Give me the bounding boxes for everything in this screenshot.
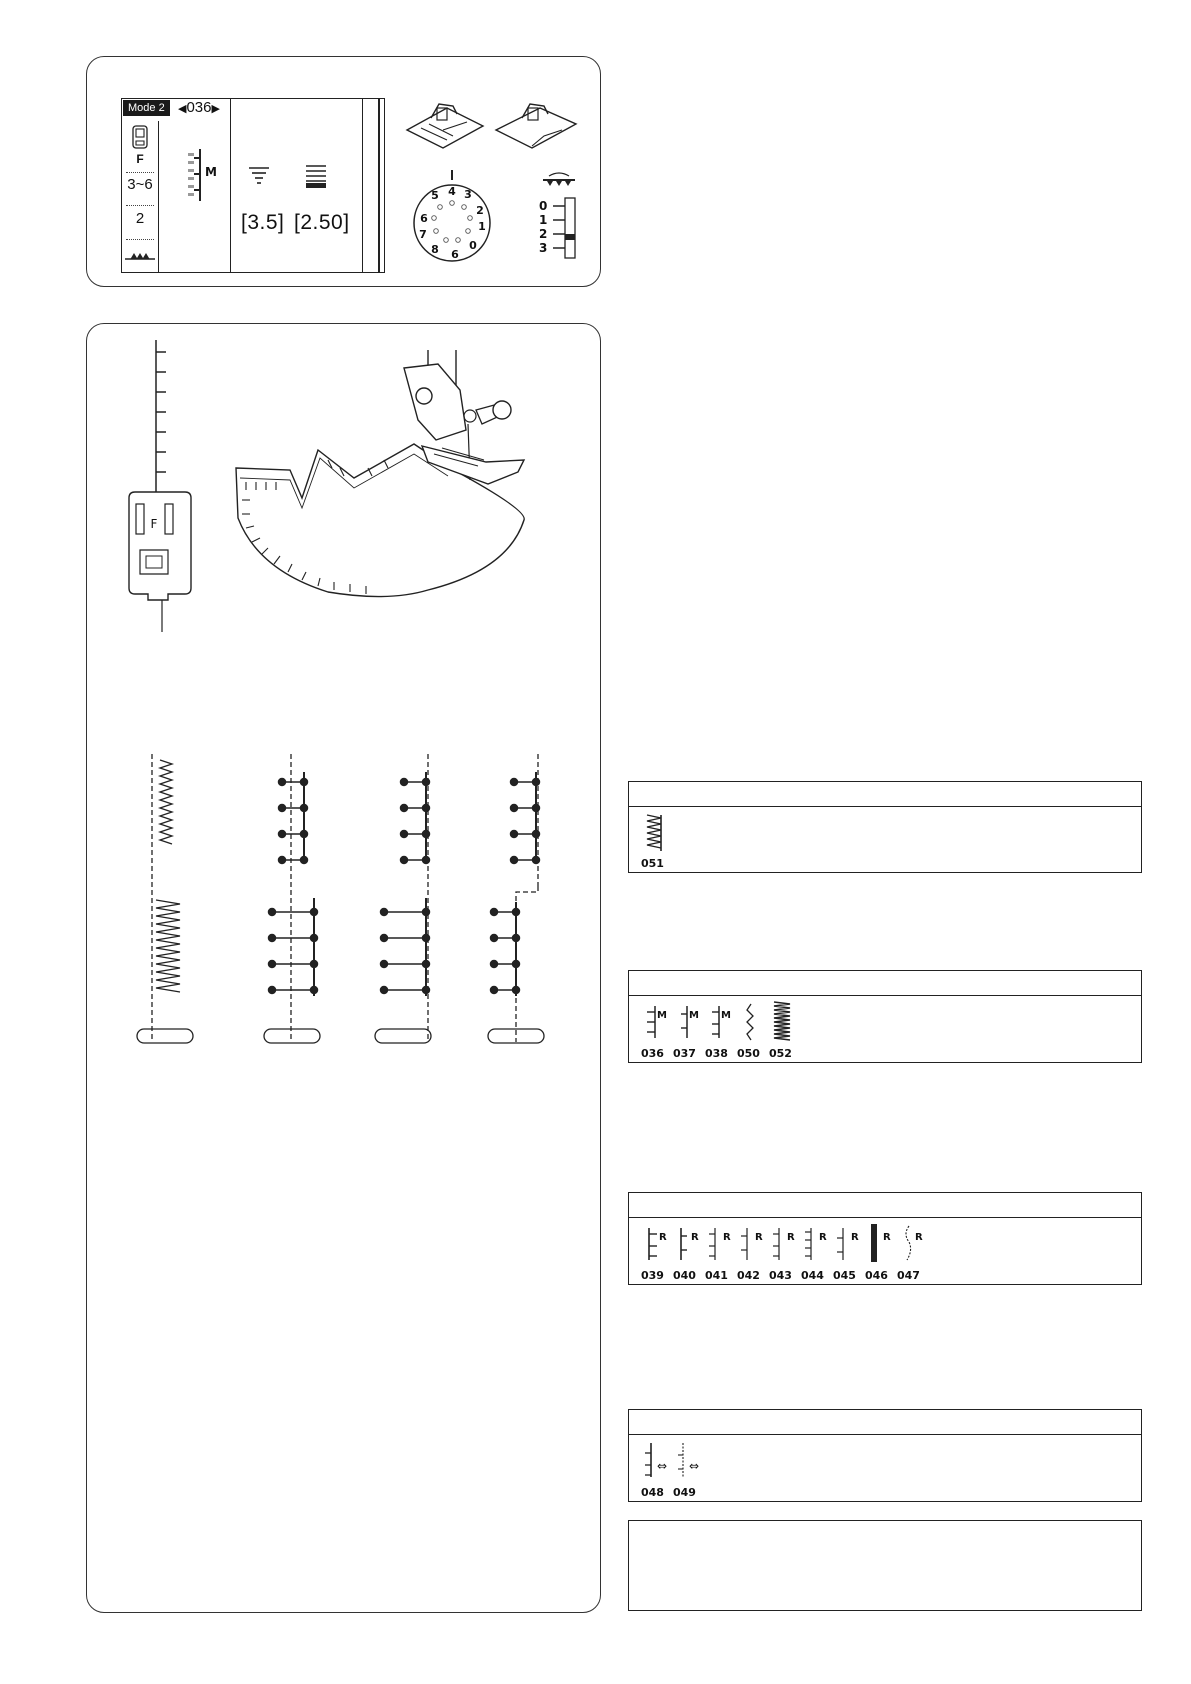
zigzag-diagram	[137, 754, 193, 1043]
blanket-stitch-m-icon	[645, 1002, 669, 1042]
lcd-stitch-letter: M	[205, 165, 217, 179]
stitch-number: 048	[641, 1486, 664, 1499]
blanket-stitch-r-icon	[835, 1224, 855, 1264]
tension-dial-icon	[410, 168, 494, 264]
blanket-diagram-2	[375, 754, 431, 1043]
note-box	[628, 1520, 1142, 1611]
lcd-tension-range: 3~6	[127, 176, 153, 193]
blanket-stitch-r-icon	[739, 1224, 759, 1264]
stitch-number: 040	[673, 1269, 696, 1282]
stitch-table-4: ⇔ ⇔ 048 049	[628, 1409, 1142, 1502]
svg-text:4: 4	[448, 185, 456, 198]
stitch-number: 045	[833, 1269, 856, 1282]
lcd-pattern-number: ◀036▶	[178, 99, 220, 116]
lcd-left-column	[122, 121, 159, 272]
satin-bar-r-icon	[867, 1222, 887, 1264]
svg-text:6: 6	[420, 212, 428, 225]
stitch-number: 044	[801, 1269, 824, 1282]
svg-text:8: 8	[431, 243, 439, 256]
blanket-diagram-3	[488, 754, 544, 1043]
blanket-stitch-r-icon	[771, 1224, 791, 1264]
svg-text:0: 0	[539, 199, 548, 213]
blanket-stitch-r-icon	[803, 1224, 823, 1264]
stitch-number: 046	[865, 1269, 888, 1282]
stitch-number: 036	[641, 1047, 664, 1060]
pressure-scale-icon	[535, 168, 581, 264]
stitch-table-1	[628, 781, 1142, 873]
stitch-width-icon	[248, 165, 270, 187]
blanket-stitch-r-icon	[707, 1224, 727, 1264]
svg-text:6: 6	[451, 248, 459, 261]
stitch-number: 039	[641, 1269, 664, 1282]
blanket-diagram-1	[264, 754, 320, 1043]
feed-dog-icon	[124, 250, 156, 262]
svg-text:7: 7	[419, 228, 427, 241]
stitch-length-icon	[305, 163, 327, 189]
stitch-table-2: M M M 036 037 038 050 052	[628, 970, 1142, 1063]
svg-text:F: F	[150, 517, 158, 531]
stitch-table-3: R R R R R R R R R 039 040 041 042 043 044 045 046 047	[628, 1192, 1142, 1285]
blanket-stitch-m-icon	[709, 1002, 733, 1042]
stitch-number: 052	[769, 1047, 792, 1060]
stitch-number: 050	[737, 1047, 760, 1060]
svg-text:5: 5	[431, 189, 439, 202]
presser-foot-icon	[130, 125, 152, 151]
svg-text:0: 0	[469, 239, 477, 252]
presser-foot-open-toe-icon	[492, 100, 580, 152]
svg-text:1: 1	[478, 220, 486, 233]
pattern-prev-arrow: ◀	[178, 103, 187, 115]
blanket-stitch-r-icon	[675, 1224, 695, 1264]
seam-foot-illustration	[110, 338, 200, 638]
satin-zigzag-icon	[643, 813, 665, 853]
stitch-number: 047	[897, 1269, 920, 1282]
dense-satin-icon	[770, 1000, 794, 1042]
svg-text:1: 1	[539, 213, 548, 227]
pattern-next-arrow: ▶	[211, 103, 220, 115]
stitch-number: 051	[641, 857, 664, 870]
lcd-foot-letter: F	[136, 152, 144, 166]
presser-foot-f-icon	[403, 100, 487, 152]
stitch-number: 042	[737, 1269, 760, 1282]
svg-text:2: 2	[539, 227, 548, 241]
stitch-number: 037	[673, 1047, 696, 1060]
stitch-number: 049	[673, 1486, 696, 1499]
overcast-stitch-icon	[741, 1002, 761, 1042]
stitch-diagrams	[136, 752, 566, 1052]
lcd-screen	[121, 98, 385, 273]
lcd-mode-label: Mode 2	[123, 100, 170, 116]
stitch-length-value: [2.50]	[294, 211, 350, 234]
blanket-stitch-r-icon	[643, 1224, 663, 1264]
wavy-stitch-r-icon	[899, 1224, 919, 1264]
lcd-pressure-value: 2	[135, 210, 145, 227]
blanket-stitch-m-icon	[677, 1002, 701, 1042]
svg-text:2: 2	[476, 204, 484, 217]
svg-text:3: 3	[539, 241, 548, 255]
stitch-width-value: [3.5]	[241, 211, 285, 234]
stitch-number: 043	[769, 1269, 792, 1282]
svg-text:3: 3	[464, 188, 472, 201]
stitch-preview-icon	[186, 147, 206, 203]
applique-illustration	[228, 350, 558, 612]
stitch-number: 038	[705, 1047, 728, 1060]
stitch-number: 041	[705, 1269, 728, 1282]
